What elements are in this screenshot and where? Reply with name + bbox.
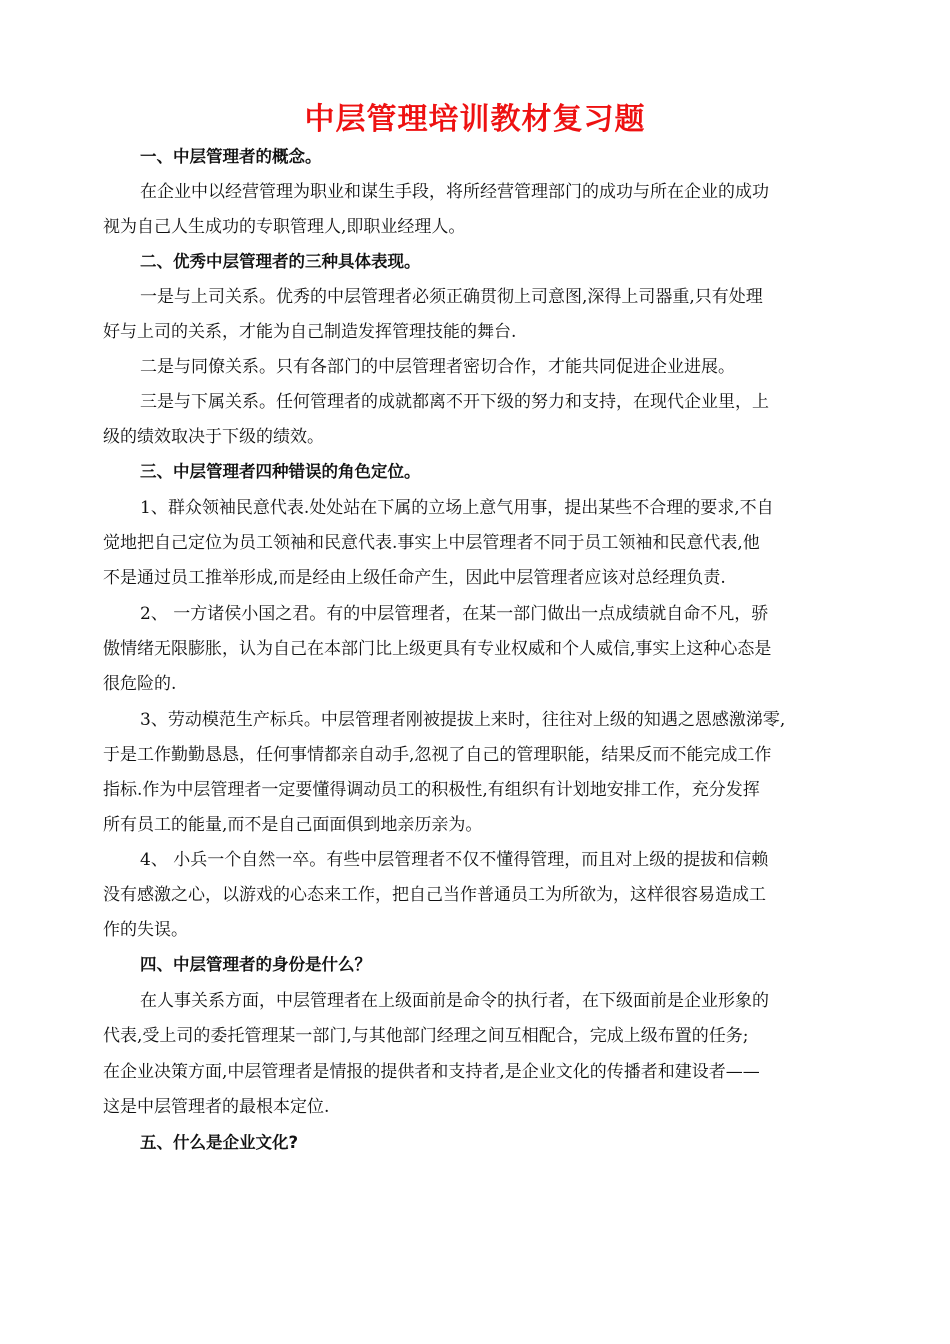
paragraph-line: 指标.作为中层管理者一定要懂得调动员工的积极性,有组织有计划地安排工作，充分发挥 (103, 780, 760, 800)
paragraph-line: 3、劳动模范生产标兵。中层管理者刚被提拔上来时，往往对上级的知遇之恩感激涕零, (140, 710, 786, 730)
paragraph-line: 4、 小兵一个自然一卒。有些中层管理者不仅不懂得管理，而且对上级的提拔和信赖 (140, 850, 769, 870)
paragraph-line: 一是与上司关系。优秀的中层管理者必须正确贯彻上司意图,深得上司器重,只有处理 (140, 287, 763, 307)
section-heading: 三、中层管理者四种错误的角色定位。 (140, 462, 421, 481)
paragraph-line: 级的绩效取决于下级的绩效。 (103, 427, 324, 447)
paragraph-line: 傲情绪无限膨胀，认为自己在本部门比上级更具有专业权威和个人威信,事实上这种心态是 (103, 639, 772, 659)
paragraph-line: 好与上司的关系，才能为自己制造发挥管理技能的舞台. (103, 322, 517, 342)
paragraph-line: 于是工作勤勤恳恳，任何事情都亲自动手,忽视了自己的管理职能，结果反而不能完成工作 (103, 745, 772, 765)
paragraph-line: 视为自己人生成功的专职管理人,即职业经理人。 (103, 217, 466, 237)
paragraph-line: 二是与同僚关系。只有各部门的中层管理者密切合作，才能共同促进企业进展。 (140, 357, 735, 377)
paragraph-line: 没有感激之心，以游戏的心态来工作，把自己当作普通员工为所欲为，这样很容易造成工 (103, 885, 766, 905)
section-heading: 一、中层管理者的概念。 (140, 147, 322, 166)
paragraph-line: 所有员工的能量,而不是自己面面俱到地亲历亲为。 (103, 815, 483, 835)
paragraph-line: 1、群众领袖民意代表.处处站在下属的立场上意气用事，提出某些不合理的要求,不自 (140, 498, 774, 518)
paragraph-line: 这是中层管理者的最根本定位. (103, 1097, 330, 1117)
paragraph-line: 很危险的. (103, 674, 177, 694)
paragraph-line: 不是通过员工推举形成,而是经由上级任命产生，因此中层管理者应该对总经理负责. (103, 568, 726, 588)
paragraph-line: 在人事关系方面，中层管理者在上级面前是命令的执行者，在下级面前是企业形象的 (140, 991, 769, 1011)
section-heading: 五、什么是企业文化? (140, 1133, 299, 1152)
section-heading: 二、优秀中层管理者的三种具体表现。 (140, 252, 421, 271)
paragraph-line: 2、 一方诸侯小国之君。有的中层管理者，在某一部门做出一点成绩就自命不凡，骄 (140, 604, 769, 624)
paragraph-line: 在企业决策方面,中层管理者是情报的提供者和支持者,是企业文化的传播者和建设者—— (103, 1062, 760, 1082)
paragraph-line: 代表,受上司的委托管理某一部门,与其他部门经理之间互相配合，完成上级布置的任务; (103, 1026, 749, 1046)
paragraph-line: 在企业中以经营管理为职业和谋生手段，将所经营管理部门的成功与所在企业的成功 (140, 182, 769, 202)
paragraph-line: 作的失误。 (103, 920, 188, 940)
paragraph-line: 三是与下属关系。任何管理者的成就都离不开下级的努力和支持，在现代企业里，上 (140, 392, 769, 412)
section-heading: 四、中层管理者的身份是什么？ (140, 955, 371, 974)
document-title: 中层管理培训教材复习题 (304, 102, 646, 137)
paragraph-line: 觉地把自己定位为员工领袖和民意代表.事实上中层管理者不同于员工领袖和民意代表,他 (103, 533, 760, 553)
